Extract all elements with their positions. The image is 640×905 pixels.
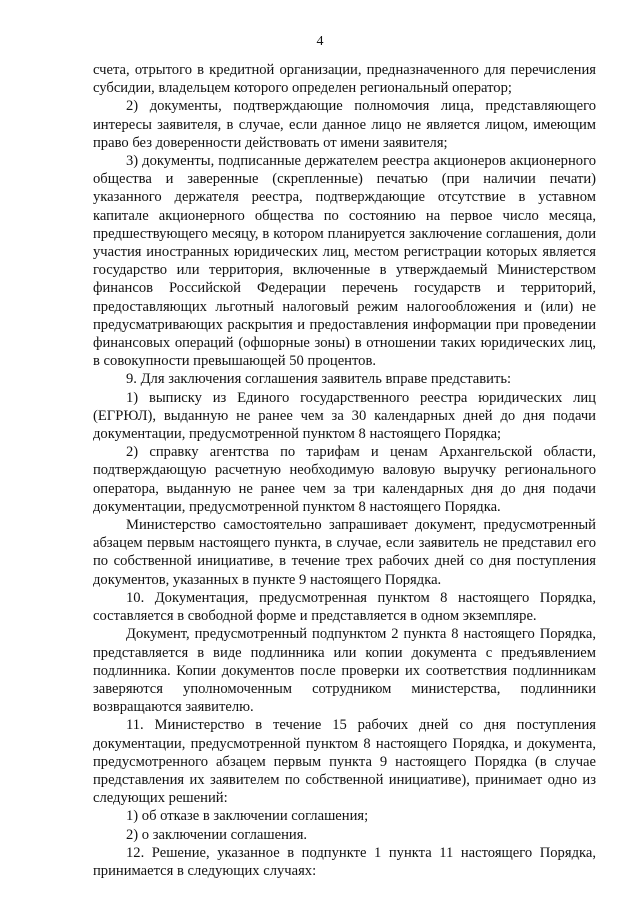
paragraph-clause-11: 11. Министерство в течение 15 рабочих дней со дня поступления документации, предусмотренной пунктом 8 настоящего Порядка, и документа, предусмотренного абзацем первым пункта 9 настоящего Порядка (в случае представления их заявителем по собственной инициативе), принимает одно из следующих решений: [93, 717, 596, 807]
paragraph-ministry-request: Министерство самостоятельно запрашивает документ, предусмотренный абзацем первым настоящего пункта, в случае, если заявитель не представил его по собственной инициативе, в течение трех рабочих дней со дня поступления документов, указанных в пункте 9 настоящего Порядка. [93, 517, 596, 588]
paragraph-continuation: счета, отрытого в кредитной организации, предназначенного для перечисления субсидии, владельцем которого определен региональный оператор; [93, 62, 596, 97]
page-number: 4 [316, 34, 324, 49]
paragraph-item-8-2: 2) документы, подтверждающие полномочия лица, представляющего интересы заявителя, в случае, если данное лицо не является лицом, имеющим право без доверенности действовать от имени заявителя; [93, 98, 596, 151]
paragraph-clause-9: 9. Для заключения соглашения заявитель вправе представить: [126, 371, 512, 388]
paragraph-item-11-1: 1) об отказе в заключении соглашения; [126, 808, 369, 825]
paragraph-clause-12: 12. Решение, указанное в подпункте 1 пункта 11 настоящего Порядка, принимается в следующих случаях: [93, 844, 596, 879]
paragraph-document-copies: Документ, предусмотренный подпунктом 2 пункта 8 настоящего Порядка, представляется в виде подлинника или копии документа с предъявлением подлинника. Копии документов после проверки их соответствия подлинникам заверяются уполномоченным сотрудником министерства, подлинники возвращаются заявителю. [93, 626, 596, 716]
paragraph-item-11-2: 2) о заключении соглашения. [126, 826, 308, 843]
document-body [93, 61, 596, 880]
paragraph-item-8-3: 3) документы, подписанные держателем реестра акционеров акционерного общества и заверенные (скрепленные) печатью (при наличии печати) указанного держателя реестра, подтверждающие отсутствие в уставном капитале акционерного общества по состоянию на первое число месяца, предшествующего месяцу, в котором планируется заключение соглашения, доли участия иностранных юридических лиц, местом регистрации которых является государство или территория, включенные в утверждаемый Министерством финансов Российской Федерации перечень государств и территорий, предоставляющих льготный налоговый режим налогообложения и (или) не предусматривающих раскрытия и предоставления информации при проведении финансовых операций (офшорные зоны) в отношении таких юридических лиц, в совокупности превышающей 50 процентов. [93, 153, 596, 370]
paragraph-item-9-1: 1) выписку из Единого государственного реестра юридических лиц (ЕГРЮЛ), выданную не ранее чем за 30 календарных дней до дня подачи документации, предусмотренной пунктом 8 настоящего Порядка; [93, 389, 596, 443]
paragraph-item-9-2: 2) справку агентства по тарифам и ценам Архангельской области, подтверждающую расчетную необходимую валовую выручку регионального оператора, выданную не ранее чем за три календарных дня до дня подачи документации, предусмотренной пунктом 8 настоящего Порядка. [93, 444, 596, 515]
paragraph-clause-10: 10. Документация, предусмотренная пунктом 8 настоящего Порядка, составляется в свободной форме и представляется в одном экземпляре. [93, 589, 596, 625]
